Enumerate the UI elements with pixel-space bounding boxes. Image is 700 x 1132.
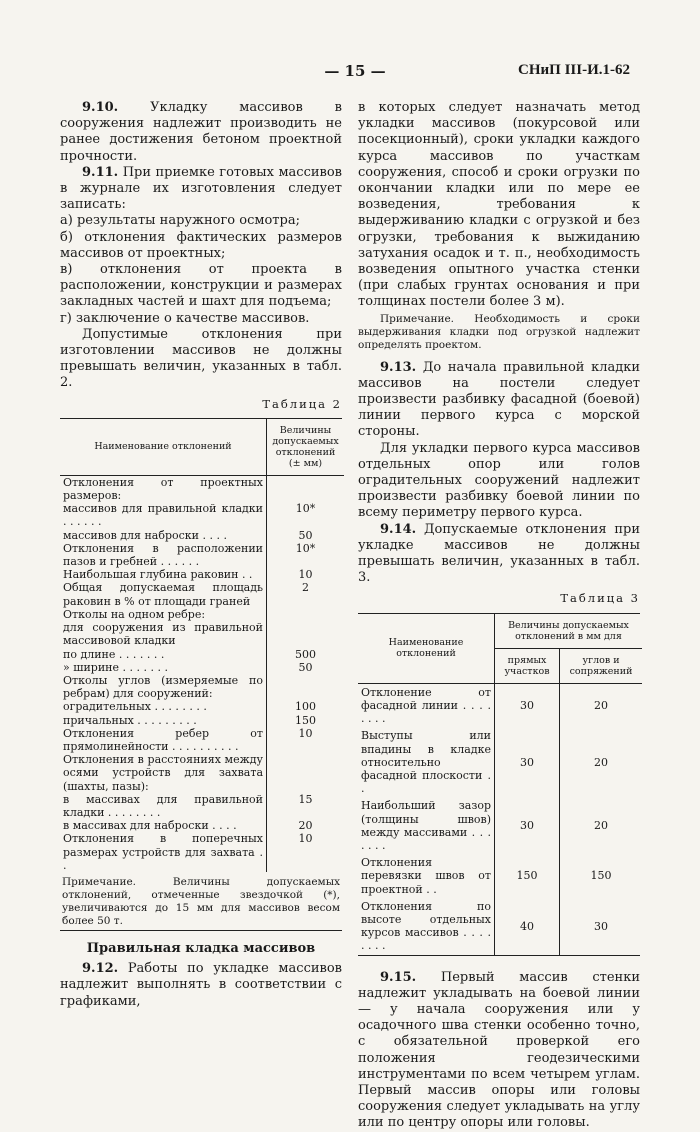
table-row bbox=[60, 621, 344, 647]
deviation-name: Выступы или впадины в кладке относительно фасадной плоскости . . bbox=[361, 729, 491, 796]
deviation-name: по длине . . . . . . . bbox=[63, 647, 165, 661]
paragraph-text: Допускаемые отклонения при укладке массивов не должны превышать величин, указанных в табл. 3. bbox=[358, 521, 640, 586]
paragraph-9-13 bbox=[358, 360, 640, 441]
deviation-name: для сооружения из правильной массивовой кладки bbox=[63, 621, 263, 648]
right-column bbox=[358, 100, 640, 1132]
paragraph-text: в которых следует назначать метод укладки массивов (покурсовой или посекционный), сроки укладки каждого курса массивов по участкам сооружения, способ и сроки огрузки по окончании кладки или по мере ее возведения, требования к выдерживанию кладки с огрузкой и без огрузки, требования к выжиданию затухания осадок и т. п., необходимость возведения опытного участка стенки (при слабых грунтах основания и при толщинах постели более 3 м). bbox=[358, 100, 640, 310]
deviation-value: 10 bbox=[267, 832, 345, 872]
clause-number: 9.15. bbox=[380, 969, 417, 985]
table-header: Наименование отклонений bbox=[60, 419, 267, 476]
deviation-name: Отклонения от проектных размеров: bbox=[63, 475, 263, 503]
table-row bbox=[358, 797, 642, 854]
deviation-name: массивов для правильной кладки . . . . . . bbox=[63, 502, 263, 529]
paragraph-9-10 bbox=[60, 100, 342, 165]
deviation-value bbox=[267, 475, 345, 502]
paragraph-9-14 bbox=[358, 522, 640, 587]
table-row bbox=[60, 581, 344, 607]
deviation-name: » ширине . . . . . . . bbox=[63, 660, 168, 674]
table-row bbox=[358, 727, 642, 797]
page-number: — 15 — bbox=[324, 62, 386, 80]
list-item: г) заключение о качестве массивов. bbox=[60, 310, 310, 326]
table-header: Величины допускаемых отклонений в мм для bbox=[495, 614, 643, 649]
note: Примечание. Необходимость и сроки выдерживания кладки под огрузкой надлежит определять проектом. bbox=[358, 312, 640, 351]
section-title: Правильная кладка массивов bbox=[86, 940, 316, 956]
deviation-value: 30 bbox=[495, 797, 560, 854]
deviation-name: Отклонения в расположении пазов и гребней . . . . . . bbox=[63, 541, 263, 569]
paragraph-text: До начала правильной кладки массивов на постели следует произвести разбивку фасадной (боевой) линии первого курса с морской стороны. bbox=[358, 359, 640, 440]
deviation-value: 15 bbox=[267, 793, 345, 819]
deviation-value: 10* bbox=[267, 542, 345, 568]
deviation-value: 100 bbox=[267, 700, 345, 713]
deviation-name: причальных . . . . . . . . . bbox=[63, 713, 197, 727]
left-column bbox=[60, 100, 342, 1010]
table-row bbox=[358, 898, 642, 955]
table-3 bbox=[358, 613, 640, 956]
paragraph-text: Укладку массивов в сооружения надлежит производить не ранее достижения бетоном проектной прочности. bbox=[60, 100, 342, 164]
table-header: Величины допускаемых отклонений (± мм) bbox=[267, 419, 345, 476]
paragraph-text: Допустимые отклонения при изготовлении массивов не должны превышать величин, указанных в табл. 2. bbox=[60, 326, 342, 391]
deviation-value: 150 bbox=[560, 854, 642, 898]
table-2-caption: Таблица 2 bbox=[262, 396, 342, 411]
table-3-caption: Таблица 3 bbox=[560, 591, 640, 606]
deviation-value: 10* bbox=[267, 502, 345, 528]
table-row bbox=[60, 661, 344, 674]
table-row bbox=[60, 700, 344, 713]
table-2 bbox=[60, 418, 342, 931]
deviation-value: 30 bbox=[495, 683, 560, 727]
deviation-value: 500 bbox=[267, 648, 345, 661]
deviation-value: 30 bbox=[560, 898, 642, 955]
paragraph-text: При приемке готовых массивов в журнале их изготовления следует записать: bbox=[60, 164, 342, 213]
deviation-value: 20 bbox=[560, 727, 642, 797]
table-row bbox=[60, 753, 344, 793]
clause-number: 9.14. bbox=[380, 521, 417, 537]
paragraph-text: Первый массив стенки надлежит укладывать на боевой линии — у начала сооружения или у осадочного шва стенки особенно точно, с обязательной проверкой его положения геодезическими инструментами по всем четырем углам. Первый массив опоры или головы сооружения следует укладывать на углу или по центру опоры или головы. bbox=[358, 969, 640, 1131]
list-item: в) отклонения от проекта в расположении, конструкции и размерах закладных частей и шахт для подъема; bbox=[60, 262, 342, 310]
deviation-name: Отколы углов (измеряемые по ребрам) для сооружений: bbox=[63, 673, 263, 701]
table-row bbox=[60, 819, 344, 832]
deviation-name: в массивах для наброски . . . . bbox=[63, 819, 237, 833]
deviation-value: 40 bbox=[495, 898, 560, 955]
deviation-name: в массивах для правильной кладки . . . . . . . . bbox=[63, 792, 263, 819]
table-row bbox=[60, 832, 344, 872]
table-row bbox=[60, 648, 344, 661]
deviation-name: Отколы на одном ребре: bbox=[63, 607, 206, 621]
deviation-name: Общая допускаемая площадь раковин в % от площади граней bbox=[63, 581, 263, 608]
deviation-value: 50 bbox=[267, 661, 345, 674]
table-2-note: Примечание. Величины допускаемых отклонений, отмеченные звездочкой (*), увеличиваются до 15 мм для массивов весом более 50 т. bbox=[62, 875, 340, 927]
table-row bbox=[60, 714, 344, 727]
deviation-value: 150 bbox=[495, 854, 560, 898]
paragraph-text: Для укладки первого курса массивов отдельных опор или голов оградительных сооружений надлежит произвести разбивку боевой линии по всему периметру первого курса. bbox=[358, 440, 640, 521]
clause-number: 9.10. bbox=[82, 100, 119, 115]
deviation-value bbox=[267, 621, 345, 647]
clause-number: 9.13. bbox=[380, 359, 417, 375]
deviation-name: Отклонение от фасадной линии . . . . . . . . bbox=[361, 685, 491, 726]
table-row bbox=[358, 683, 642, 727]
deviation-value bbox=[267, 608, 345, 621]
clause-number: 9.11. bbox=[82, 164, 119, 180]
deviation-value: 20 bbox=[560, 683, 642, 727]
table-header: Наименование отклонений bbox=[358, 614, 495, 684]
table-header: прямых участков bbox=[495, 648, 560, 683]
table-row bbox=[60, 502, 344, 528]
table-row bbox=[60, 542, 344, 568]
table-row bbox=[60, 529, 344, 542]
table-row bbox=[60, 608, 344, 621]
list-item: б) отклонения фактических размеров массивов от проектных; bbox=[60, 229, 342, 261]
table-row bbox=[60, 793, 344, 819]
table-row bbox=[358, 854, 642, 898]
deviation-value: 50 bbox=[267, 529, 345, 542]
paragraph-9-11 bbox=[60, 165, 342, 214]
deviation-name: Отклонения ребер от прямолинейности . . . . . . . . . . bbox=[63, 726, 263, 753]
deviation-value: 2 bbox=[267, 581, 345, 607]
deviation-name: массивов для наброски . . . . bbox=[63, 528, 227, 542]
clause-number: 9.12. bbox=[82, 961, 119, 977]
deviation-name: Отклонения в поперечных размерах устройств для захвата . . bbox=[63, 832, 263, 872]
deviation-value: 150 bbox=[267, 714, 345, 727]
deviation-name: Наибольший зазор (толщины швов) между массивами . . . . . . . bbox=[361, 799, 491, 852]
deviation-name: Наибольшая глубина раковин . . bbox=[63, 568, 253, 582]
deviation-value: 30 bbox=[495, 727, 560, 797]
paragraph-9-12 bbox=[60, 961, 342, 1010]
deviation-value: 20 bbox=[560, 797, 642, 854]
table-header: углов и сопряжений bbox=[560, 648, 642, 683]
deviation-name: Отклонения в расстояниях между осями устройств для захвата (шахты, пазы): bbox=[63, 753, 263, 793]
deviation-name: оградительных . . . . . . . . bbox=[63, 700, 207, 714]
deviation-value: 20 bbox=[267, 819, 345, 832]
deviation-value bbox=[267, 753, 345, 793]
deviation-value: 10 bbox=[267, 727, 345, 753]
table-row bbox=[60, 727, 344, 753]
table-row bbox=[60, 475, 344, 502]
table-row bbox=[60, 568, 344, 581]
deviation-value bbox=[267, 674, 345, 700]
paragraph-text: Работы по укладке массивов надлежит выполнять в соответствии с графиками, bbox=[60, 961, 342, 1009]
deviation-name: Отклонения по высоте отдельных курсов массивов . . . . . . . . bbox=[361, 899, 491, 953]
deviation-value: 10 bbox=[267, 568, 345, 581]
table-row bbox=[60, 674, 344, 700]
list-item: а) результаты наружного осмотра; bbox=[60, 213, 300, 229]
paragraph-9-15 bbox=[358, 970, 640, 1132]
document-code: СНиП III-И.1-62 bbox=[518, 62, 630, 78]
deviation-name: Отклонения перевязки швов от проектной . . bbox=[361, 856, 491, 896]
